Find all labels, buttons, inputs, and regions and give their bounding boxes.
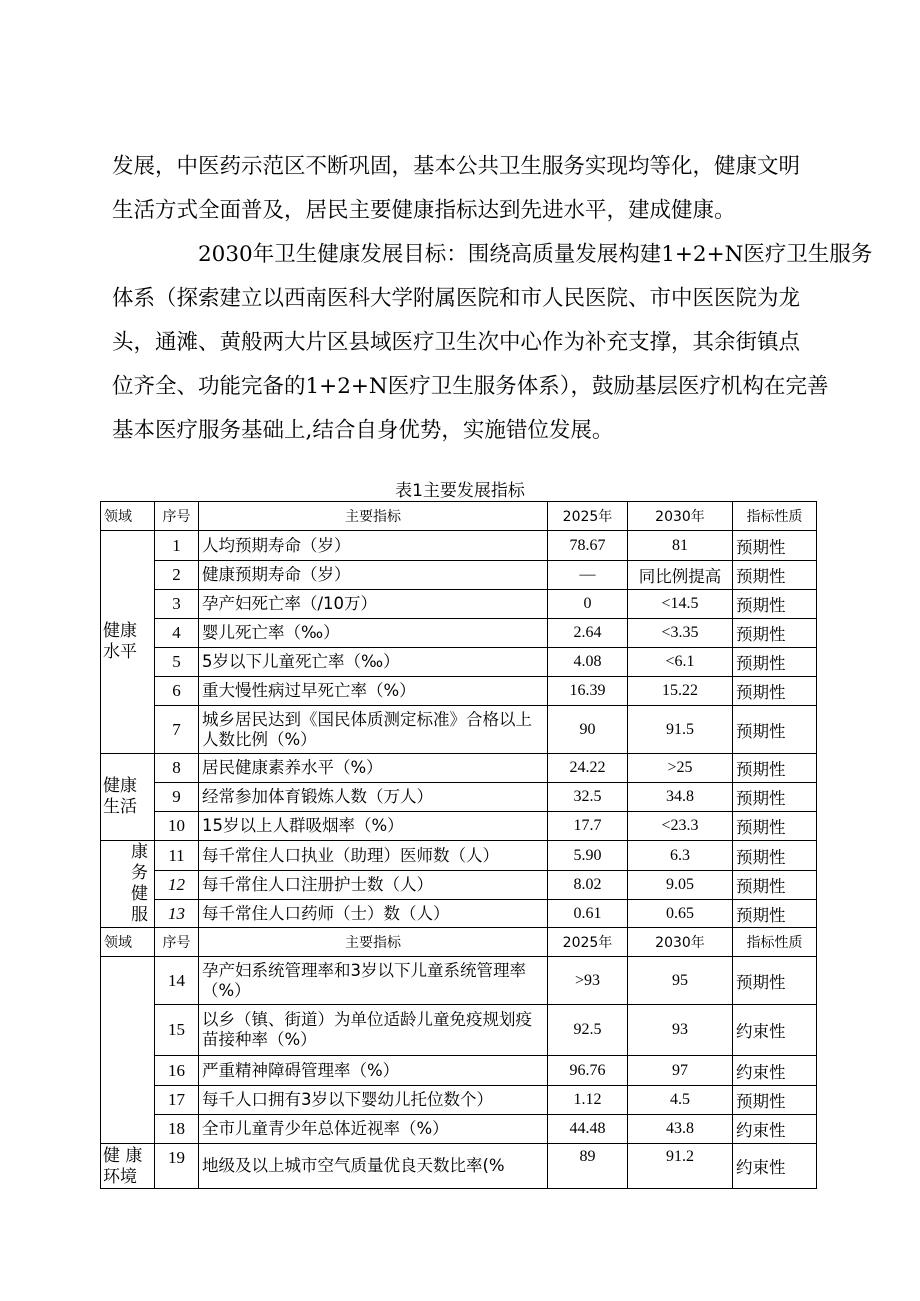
row-2025: 16.39 [548,677,628,706]
row-no: 11 [155,841,199,871]
domain-label: 服 [131,905,148,925]
header-nature: 指标性质 [733,928,817,957]
row-2030: 81 [628,531,733,561]
row-no: 6 [155,677,199,706]
row-2030: <23.3 [628,812,733,841]
row-indicator: 经常参加体育锻炼人数（万人） [199,783,548,812]
row-2030: 91.2 [628,1144,733,1189]
row-no: 13 [155,900,199,928]
row-no: 2 [155,561,199,590]
row-nature: 约束性 [733,1005,817,1056]
row-indicator: 严重精神障碍管理率（%） [199,1056,548,1086]
paragraph-line: 发展，中医药示范区不断巩固，基本公共卫生服务实现均等化，健康文明 [112,154,801,179]
row-nature: 预期性 [733,531,817,561]
row-no: 3 [155,590,199,619]
paragraph-line: 生活方式全面普及，居民主要健康指标达到先进水平，建成健康。 [112,198,736,223]
table-row [101,677,817,706]
row-indicator: 5岁以下儿童死亡率（‰） [199,648,548,677]
row-2030: 34.8 [628,783,733,812]
row-2025: >93 [548,957,628,1005]
row-no: 4 [155,619,199,648]
row-2025: 0 [548,590,628,619]
header-seq: 序号 [155,502,199,531]
table-row [101,1086,817,1115]
row-2030: 93 [628,1005,733,1056]
row-2025: 2.64 [548,619,628,648]
row-indicator: 孕产妇死亡率（/10万） [199,590,548,619]
table-row [101,783,817,812]
row-no: 5 [155,648,199,677]
table-caption: 表1主要发展指标 [395,481,525,501]
row-nature: 预期性 [733,706,817,754]
row-2025: 5.90 [548,841,628,871]
row-indicator: 15岁以上人群吸烟率（%） [199,812,548,841]
header-nature: 指标性质 [733,502,817,531]
row-nature: 预期性 [733,900,817,928]
row-nature: 预期性 [733,783,817,812]
row-indicator: 健康预期寿命（岁） [199,561,548,590]
header-2030: 2030年 [628,928,733,957]
row-no: 16 [155,1056,199,1086]
row-no: 1 [155,531,199,561]
row-2030: 15.22 [628,677,733,706]
domain-health-life [101,754,155,841]
row-indicator: 每千常住人口药师（士）数（人） [199,900,548,928]
paragraph-line: 头，通滩、黄般两大片区县域医疗卫生次中心作为补充支撑，其余街镇点 [112,330,801,355]
row-2030: >25 [628,754,733,783]
row-nature: 预期性 [733,957,817,1005]
domain-health-level [101,531,155,754]
goal-paragraph [112,233,873,453]
row-indicator: 每千常住人口执业（助理）医师数（人） [199,841,548,871]
table-header-row [101,502,817,531]
domain-label: 环境 [103,1167,137,1187]
row-2025: 32.5 [548,783,628,812]
table-row [101,561,817,590]
row-2030: <3.35 [628,619,733,648]
row-indicator: 孕产妇系统管理率和3岁以下儿童系统管理率（%） [199,957,548,1005]
domain-health-env [101,1144,155,1189]
table-row [101,1115,817,1144]
row-nature: 预期性 [733,619,817,648]
row-2030: 4.5 [628,1086,733,1115]
header-domain: 领域 [101,928,155,957]
row-indicator: 每千常住人口注册护士数（人） [199,871,548,900]
row-2025: — [548,561,628,590]
row-indicator: 居民健康素养水平（%） [199,754,548,783]
row-no: 19 [155,1144,199,1189]
row-2025: 96.76 [548,1056,628,1086]
row-nature: 约束性 [733,1056,817,1086]
table-row [101,531,817,561]
header-2025: 2025年 [548,502,628,531]
table-row [101,590,817,619]
row-indicator: 地级及以上城市空气质量优良天数比率(% [199,1144,548,1189]
row-indicator: 重大慢性病过早死亡率（%） [199,677,548,706]
table-header-row [101,928,817,957]
row-nature: 约束性 [733,1144,817,1189]
row-2025: 1.12 [548,1086,628,1115]
row-nature: 预期性 [733,590,817,619]
domain-label: 健 康 [103,1146,143,1166]
row-2030: 97 [628,1056,733,1086]
row-indicator: 全市儿童青少年总体近视率（%） [199,1115,548,1144]
domain-blank-cell [101,957,155,1144]
row-no: 9 [155,783,199,812]
row-indicator: 婴儿死亡率（‰） [199,619,548,648]
row-indicator: 以乡（镇、街道）为单位适龄儿童免疫规划疫苗接种率（%） [199,1005,548,1056]
row-2025: 8.02 [548,871,628,900]
row-no: 17 [155,1086,199,1115]
row-2030: 91.5 [628,706,733,754]
row-no: 14 [155,957,199,1005]
paragraph-line: 2030年卫生健康发展目标：围绕高质量发展构建1+2+N医疗卫生服务 [198,242,873,267]
paragraph-line: 基本医疗服务基础上,结合自身优势，实施错位发展。 [112,418,614,443]
table-row [101,1056,817,1086]
table-row [101,812,817,841]
header-domain: 领域 [101,502,155,531]
domain-label: 健康 [103,776,137,796]
row-nature: 预期性 [733,841,817,871]
row-2025: 4.08 [548,648,628,677]
header-indicator: 主要指标 [199,502,548,531]
row-indicator: 人均预期寿命（岁） [199,531,548,561]
row-no: 8 [155,754,199,783]
table-row [101,754,817,783]
domain-label: 务 [131,863,148,883]
row-no: 7 [155,706,199,754]
row-nature: 约束性 [733,1115,817,1144]
header-indicator: 主要指标 [199,928,548,957]
domain-label: 健康 [103,621,137,641]
row-nature: 预期性 [733,871,817,900]
table-row [101,1005,817,1056]
row-2030: 6.3 [628,841,733,871]
row-nature: 预期性 [733,754,817,783]
table-row [101,1144,817,1189]
row-2025: 90 [548,706,628,754]
table-row [101,900,817,928]
row-indicator: 每千人口拥有3岁以下婴幼儿托位数个） [199,1086,548,1115]
table-row [101,706,817,754]
row-indicator: 城乡居民达到《国民体质测定标准》合格以上人数比例（%） [199,706,548,754]
row-2025: 92.5 [548,1005,628,1056]
header-2025: 2025年 [548,928,628,957]
table-row [101,871,817,900]
row-2030: 0.65 [628,900,733,928]
row-2030: 同比例提高 [628,561,733,590]
table-row [101,957,817,1005]
domain-label: 水平 [103,642,137,662]
table-row [101,841,817,871]
row-2025: 89 [548,1144,628,1189]
intro-paragraph [112,145,820,233]
row-no: 18 [155,1115,199,1144]
row-2030: <6.1 [628,648,733,677]
row-2025: 0.61 [548,900,628,928]
row-2030: 9.05 [628,871,733,900]
header-seq: 序号 [155,928,199,957]
row-2025: 17.7 [548,812,628,841]
row-no: 12 [155,871,199,900]
domain-label: 健 [131,884,148,904]
paragraph-line: 体系（探索建立以西南医科大学附属医院和市人民医院、市中医医院为龙 [112,286,801,311]
table-row [101,619,817,648]
row-nature: 预期性 [733,561,817,590]
domain-label: 生活 [103,797,137,817]
row-no: 10 [155,812,199,841]
paragraph-line: 位齐全、功能完备的1+2+N医疗卫生服务体系），鼓励基层医疗机构在完善 [112,374,829,399]
row-no: 15 [155,1005,199,1056]
header-2030: 2030年 [628,502,733,531]
row-2030: 95 [628,957,733,1005]
table-row [101,648,817,677]
domain-health-service [101,841,155,928]
indicators-table [100,501,817,1189]
row-2025: 78.67 [548,531,628,561]
row-2030: <14.5 [628,590,733,619]
row-2025: 24.22 [548,754,628,783]
row-nature: 预期性 [733,648,817,677]
row-nature: 预期性 [733,812,817,841]
row-nature: 预期性 [733,677,817,706]
row-nature: 预期性 [733,1086,817,1115]
row-2030: 43.8 [628,1115,733,1144]
domain-label: 康 [131,842,148,862]
row-2025: 44.48 [548,1115,628,1144]
